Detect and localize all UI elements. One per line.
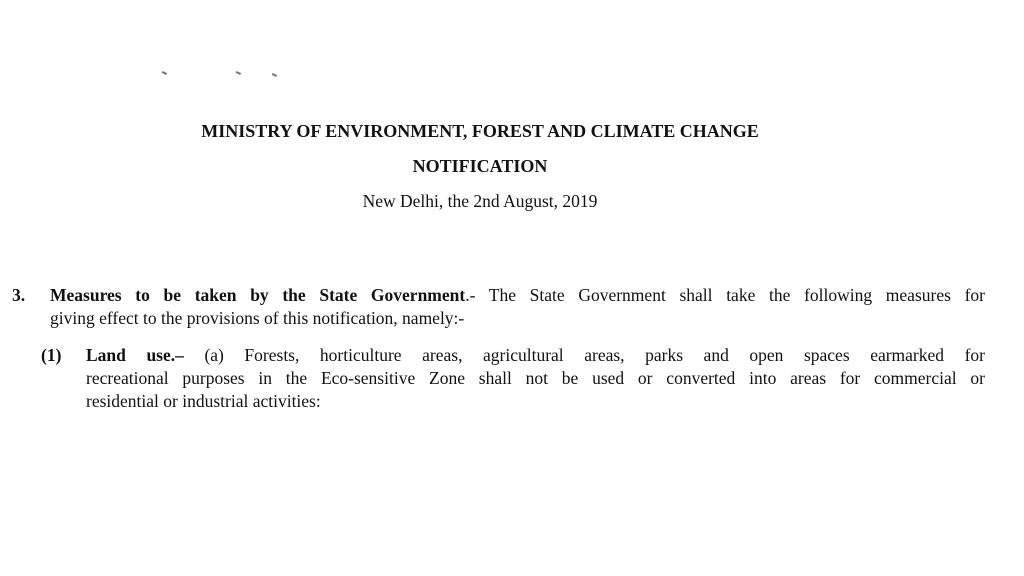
scan-mark bbox=[236, 71, 241, 74]
section-line-2: giving effect to the provisions of this notification, namely:- bbox=[50, 308, 465, 328]
clause-line-1 bbox=[86, 344, 985, 366]
scan-mark bbox=[162, 71, 167, 74]
clause-line-2: recreational purposes in the Eco-sensitive Zone shall not be used or converted into areas for commercial or bbox=[86, 368, 985, 388]
clause-heading: Land use.– bbox=[86, 345, 184, 365]
ministry-title: MINISTRY OF ENVIRONMENT, FOREST AND CLIMATE CHANGE bbox=[201, 121, 759, 141]
date-line: New Delhi, the 2nd August, 2019 bbox=[362, 191, 598, 211]
section-text: .- The State Government shall take the following measures for bbox=[465, 285, 985, 305]
scan-mark bbox=[272, 73, 277, 76]
clause-number: (1) bbox=[41, 345, 62, 365]
section-line-1 bbox=[50, 284, 985, 306]
clause-line-3: residential or industrial activities: bbox=[86, 391, 321, 411]
notification-heading: NOTIFICATION bbox=[412, 156, 548, 176]
section-number: 3. bbox=[12, 285, 26, 305]
section-heading: Measures to be taken by the State Government bbox=[50, 285, 466, 305]
clause-text: (a) Forests, horticulture areas, agricultural areas, parks and open spaces earmarked for bbox=[183, 345, 985, 365]
